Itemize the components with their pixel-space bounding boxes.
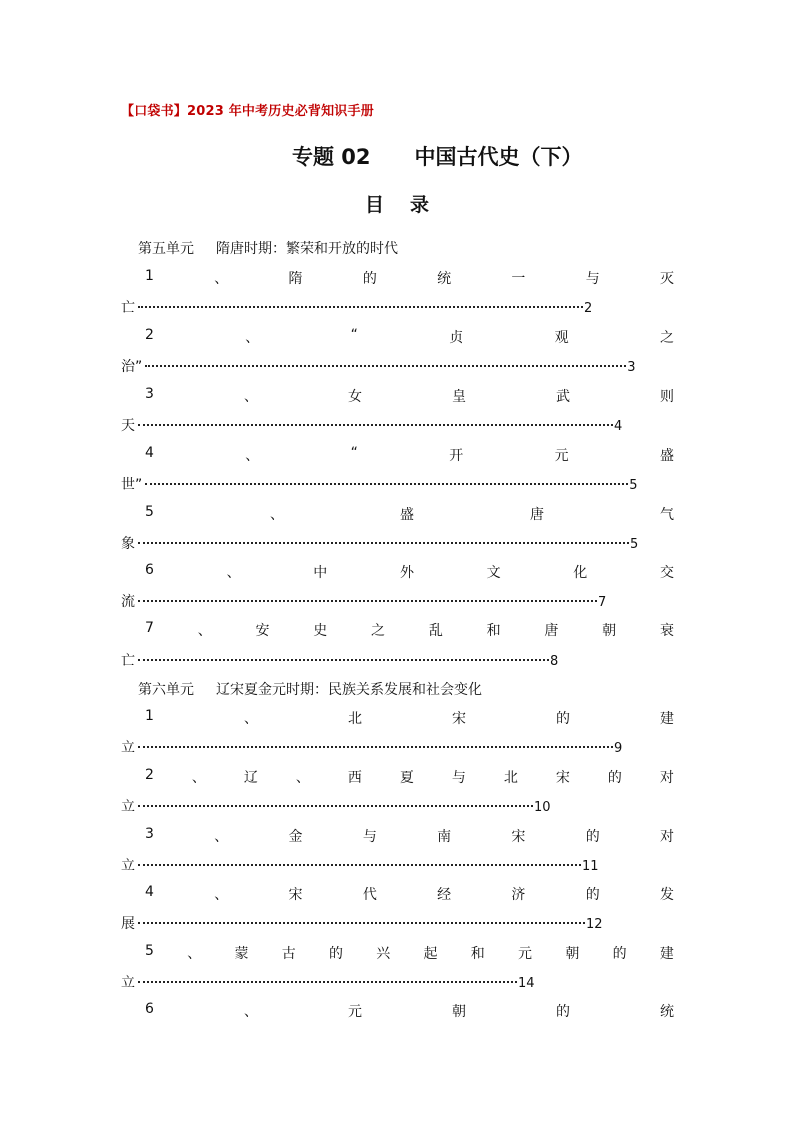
toc-entry-char: 4: [145, 884, 154, 900]
toc-entry-char: 宋: [555, 770, 570, 786]
toc-entry-tail: 亡: [121, 653, 135, 669]
toc-entry-tail: 治”: [121, 359, 143, 375]
toc-entry-char: 和: [486, 623, 501, 639]
toc-entry-char: 一: [511, 271, 526, 287]
page-number: 2: [584, 301, 593, 316]
toc-entry-char: 、: [197, 623, 212, 639]
page-number: 5: [630, 537, 639, 552]
toc-entry-title[interactable]: [145, 562, 674, 582]
toc-entry-char: 宋: [288, 887, 303, 903]
toc-entry-char: 中: [313, 565, 328, 581]
dot-leader: [145, 365, 626, 367]
toc-entry-char: 与: [585, 271, 600, 287]
page-number: 11: [582, 859, 599, 874]
toc-entry-char: 经: [437, 887, 452, 903]
toc-entry-char: 北: [347, 711, 362, 727]
toc-entry-char: 文: [486, 565, 501, 581]
toc-entry-char: 对: [660, 829, 674, 845]
toc-entry-continuation[interactable]: [121, 796, 551, 816]
toc-entry-char: “: [350, 445, 358, 461]
toc-entry-char: 5: [145, 504, 154, 520]
toc-entry-char: 、: [245, 330, 260, 346]
toc-entry-char: 的: [362, 271, 377, 287]
toc-entry-char: 蒙: [234, 946, 249, 962]
page-number: 9: [614, 741, 623, 756]
toc-entry-char: 盛: [399, 507, 414, 523]
toc-entry-char: 朝: [565, 946, 580, 962]
toc-title-char1: 目: [364, 194, 384, 216]
toc-entry-char: 唐: [544, 623, 559, 639]
dot-leader: [138, 600, 597, 602]
dot-leader: [138, 542, 629, 544]
toc-entry-title[interactable]: [145, 767, 674, 787]
toc-entry-tail: 象: [121, 536, 135, 552]
toc-entry-char: 7: [145, 620, 154, 636]
dot-leader: [138, 922, 585, 924]
toc-entry-continuation[interactable]: [121, 591, 606, 611]
toc-entry-char: 金: [288, 829, 303, 845]
toc-entry-char: 宋: [451, 711, 466, 727]
page-number: 14: [518, 976, 535, 991]
toc-entry-char: 建: [659, 946, 674, 962]
toc-entry-char: 之: [371, 623, 386, 639]
toc-entry-char: 、: [245, 448, 260, 464]
page-number: 7: [598, 595, 607, 610]
toc-entry-continuation[interactable]: [121, 650, 558, 670]
toc-entry-char: 乱: [428, 623, 443, 639]
toc-entry-title[interactable]: [145, 445, 674, 465]
toc-entry-title[interactable]: [145, 943, 674, 963]
toc-entry-char: 南: [437, 829, 452, 845]
toc-entry-char: 女: [347, 389, 362, 405]
toc-entry-char: 唐: [529, 507, 544, 523]
toc-entry-char: 古: [281, 946, 296, 962]
toc-entry-char: 统: [660, 1004, 674, 1020]
toc-entry-title[interactable]: [145, 884, 674, 904]
toc-entry-char: 的: [585, 887, 600, 903]
toc-entry-title[interactable]: [145, 504, 674, 524]
toc-entry-char: 皇: [451, 389, 466, 405]
dot-leader: [138, 981, 517, 983]
toc-entry-char: 则: [660, 389, 674, 405]
toc-entry-continuation[interactable]: [121, 913, 603, 933]
toc-entry-char: “: [350, 327, 358, 343]
page-number: 10: [534, 800, 551, 815]
toc-entry-char: 盛: [659, 448, 674, 464]
toc-entry-continuation[interactable]: [121, 737, 622, 757]
toc-entry-char: 、: [269, 507, 284, 523]
toc-entry-char: 安: [255, 623, 270, 639]
toc-entry-char: 化: [573, 565, 588, 581]
toc-entry-char: 和: [470, 946, 485, 962]
toc-title: [0, 190, 794, 217]
toc-entry-char: 3: [145, 826, 154, 842]
page-number: 5: [629, 478, 638, 493]
toc-entry-char: 元: [347, 1004, 362, 1020]
toc-entry-continuation[interactable]: [121, 855, 599, 875]
toc-entry-title[interactable]: [145, 1001, 674, 1021]
dot-leader: [145, 483, 628, 485]
dot-leader: [138, 864, 581, 866]
page-number: 8: [550, 654, 559, 669]
toc-entry-tail: 展: [121, 916, 135, 932]
toc-entry-char: 、: [243, 711, 258, 727]
toc-entry-char: 的: [585, 829, 600, 845]
toc-entry-char: 元: [554, 448, 569, 464]
toc-entry-continuation[interactable]: [121, 356, 636, 376]
unit-label: 第六单元: [138, 682, 194, 698]
toc-entry-char: 辽: [243, 770, 258, 786]
unit-label: 第五单元: [138, 241, 194, 257]
toc-entry-continuation[interactable]: [121, 415, 622, 435]
toc-entry-char: 、: [295, 770, 310, 786]
toc-entry-char: 发: [660, 887, 674, 903]
dot-leader: [138, 424, 613, 426]
toc-entry-char: 、: [214, 271, 229, 287]
page-title: [0, 141, 794, 171]
toc-entry-char: 北: [503, 770, 518, 786]
toc-entry-tail: 亡: [121, 300, 135, 316]
dot-leader: [138, 659, 549, 661]
toc-entry-char: 5: [145, 943, 154, 959]
toc-entry-title[interactable]: [145, 620, 674, 640]
toc-entry-char: 武: [555, 389, 570, 405]
unit-heading: [138, 238, 398, 258]
toc-entry-char: 、: [187, 946, 202, 962]
toc-entry-tail: 天: [121, 418, 135, 434]
toc-entry-char: 与: [451, 770, 466, 786]
toc-entry-char: 的: [555, 1004, 570, 1020]
toc-entry-char: 外: [399, 565, 414, 581]
toc-entry-tail: 立: [121, 799, 135, 815]
toc-entry-char: 济: [511, 887, 526, 903]
toc-entry-char: 交: [659, 565, 674, 581]
toc-entry-continuation[interactable]: [121, 972, 535, 992]
toc-entry-char: 朝: [602, 623, 617, 639]
toc-entry-char: 与: [362, 829, 377, 845]
toc-entry-char: 、: [243, 389, 258, 405]
toc-entry-char: 观: [554, 330, 569, 346]
toc-entry-char: 、: [214, 887, 229, 903]
toc-entry-char: 3: [145, 386, 154, 402]
toc-entry-char: 起: [423, 946, 438, 962]
toc-entry-tail: 世”: [121, 477, 143, 493]
dot-leader: [138, 746, 613, 748]
toc-entry-tail: 流: [121, 594, 135, 610]
toc-entry-char: 2: [145, 767, 154, 783]
toc-entry-char: 建: [660, 711, 674, 727]
toc-entry-char: 1: [145, 708, 154, 724]
toc-entry-char: 开: [449, 448, 464, 464]
toc-entry-char: 兴: [376, 946, 391, 962]
toc-entry-title[interactable]: [145, 327, 674, 347]
toc-entry-title[interactable]: [145, 386, 674, 406]
toc-entry-char: 6: [145, 562, 154, 578]
toc-entry-title[interactable]: [145, 268, 674, 288]
dot-leader: [138, 805, 533, 807]
toc-entry-char: 宋: [511, 829, 526, 845]
toc-entry-char: 、: [243, 1004, 258, 1020]
toc-entry-char: 的: [607, 770, 622, 786]
toc-entry-char: 的: [612, 946, 627, 962]
toc-entry-char: 4: [145, 445, 154, 461]
toc-entry-continuation[interactable]: [121, 533, 638, 553]
toc-entry-tail: 立: [121, 975, 135, 991]
toc-entry-char: 对: [659, 770, 674, 786]
toc-entry-char: 代: [362, 887, 377, 903]
toc-entry-tail: 立: [121, 740, 135, 756]
page-number: 12: [586, 917, 603, 932]
toc-entry-char: 朝: [451, 1004, 466, 1020]
unit-name: 隋唐时期：繁荣和开放的时代: [216, 241, 398, 257]
toc-entry-char: 灭: [660, 271, 674, 287]
toc-entry-char: 史: [313, 623, 328, 639]
toc-entry-char: 衰: [659, 623, 674, 639]
toc-entry-char: 的: [555, 711, 570, 727]
toc-entry-char: 1: [145, 268, 154, 284]
toc-entry-char: 元: [518, 946, 533, 962]
toc-entry-char: 的: [328, 946, 343, 962]
page-number: 3: [627, 360, 636, 375]
title-part2: 中国古代史（下）: [414, 145, 583, 169]
toc-entry-title[interactable]: [145, 708, 674, 728]
toc-entry-char: 统: [437, 271, 452, 287]
toc-entry-continuation[interactable]: [121, 297, 592, 317]
toc-entry-char: 、: [191, 770, 206, 786]
title-part1: 专题 02: [292, 145, 371, 169]
toc-entry-char: 之: [659, 330, 674, 346]
toc-entry-char: 西: [347, 770, 362, 786]
page-number: 4: [614, 419, 623, 434]
toc-entry-char: 贞: [449, 330, 464, 346]
toc-entry-char: 、: [214, 829, 229, 845]
toc-entry-char: 2: [145, 327, 154, 343]
unit-name: 辽宋夏金元时期：民族关系发展和社会变化: [216, 682, 482, 698]
dot-leader: [138, 306, 583, 308]
unit-heading: [138, 679, 482, 699]
toc-entry-tail: 立: [121, 858, 135, 874]
toc-entry-title[interactable]: [145, 826, 674, 846]
toc-entry-char: 、: [226, 565, 241, 581]
toc-entry-char: 夏: [399, 770, 414, 786]
toc-entry-char: 6: [145, 1001, 154, 1017]
toc-entry-char: 隋: [288, 271, 303, 287]
toc-entry-char: 气: [659, 507, 674, 523]
toc-title-char2: 录: [410, 194, 430, 216]
toc-entry-continuation[interactable]: [121, 474, 638, 494]
document-header: 【口袋书】2023 年中考历史必背知识手册: [121, 104, 374, 119]
